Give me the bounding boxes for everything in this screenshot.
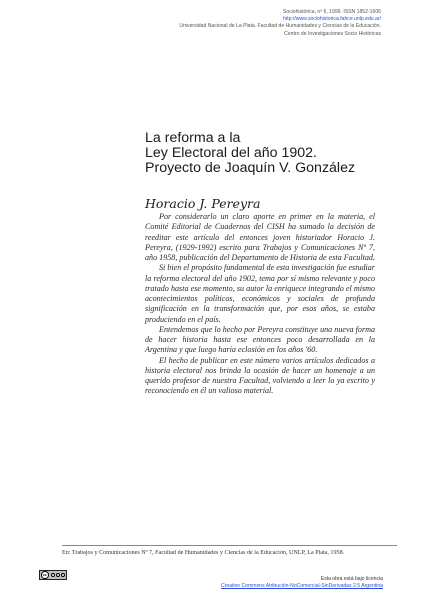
title-line: La reforma a la: [145, 130, 241, 146]
creative-commons-badge[interactable]: [39, 570, 67, 580]
body-paragraph: Si bien el propósito fundamental de esta investigación fue estudiar la reforma electoral del año 1902, tema por sí mismo relevante y poco tratado hasta ese momento, su autor la enriquece integrando el mismo acontecimientos políticos, económicos y sociales de profunda significación en la transformación que, por esos años, se estaba produciendo en el país.: [145, 263, 375, 324]
noderivatives-icon: [61, 573, 65, 577]
license-text: Esta obra está bajo licencia: [320, 576, 383, 582]
body-paragraph: Entendemos que lo hecho por Pereyra constituye una nueva forma de hacer historia hasta ese entonces poco desarrollada en la Argentina y que luego haría eclosión en los años '60.: [145, 324, 375, 355]
journal-citation: Sociohistórica, nº 6, 1999. ISSN 1852-1606: [282, 9, 381, 15]
article-body: [145, 212, 375, 397]
title-line: Ley Electoral del año 1902.: [145, 145, 317, 162]
journal-header: [179, 9, 381, 38]
license-notice: [221, 576, 383, 590]
footnote-divider: [62, 545, 397, 546]
license-link[interactable]: Creative Commons Atribución-NoComercial-SinDerivadas 2.5 Argentina: [221, 582, 383, 589]
body-paragraph: Por considerarlo un claro aporte en primer en la materia, el Comité Editorial de Cuadernos del CISH ha sumado la decisión de reeditar este artículo del entonces joven historiador Horacio J. Pereyra, (1929-1992) escrito para Trabajos y Comunicaciones Nº 7, año 1958, publicación del Departamento de Historia de esta Facultad.: [145, 212, 375, 262]
article-title: [145, 131, 385, 177]
noncommercial-icon: [56, 573, 60, 577]
journal-url-link[interactable]: http://www.sociohistorica.fahce.unlp.edu.ar/: [283, 16, 381, 23]
research-center-line: Centro de Investigaciones Socio Históricas: [284, 30, 381, 37]
body-paragraph: El hecho de publicar en este número varios artículos dedicados a historia electoral nos brinda la ocasión de hacer un homenaje a un querido profesor de nuestra Facultad, volviendo a leer lo ya escrito y reconociendo en él un valioso material.: [145, 355, 375, 396]
attribution-icon: [51, 573, 55, 577]
footnote-citation: En: Trabajos y Comunicaciones Nº 7, Facultad de Humanidades y Ciencias de la Educación, UNLP, La Plata, 1958.: [62, 550, 345, 556]
article-author: Horacio J. Pereyra: [145, 196, 261, 211]
cc-logo-icon: cc: [42, 573, 47, 577]
university-line: Universidad Nacional de La Plata. Facultad de Humanidades y Ciencias de la Educación.: [179, 23, 381, 30]
title-line: Proyecto de Joaquín V. González: [145, 160, 356, 177]
